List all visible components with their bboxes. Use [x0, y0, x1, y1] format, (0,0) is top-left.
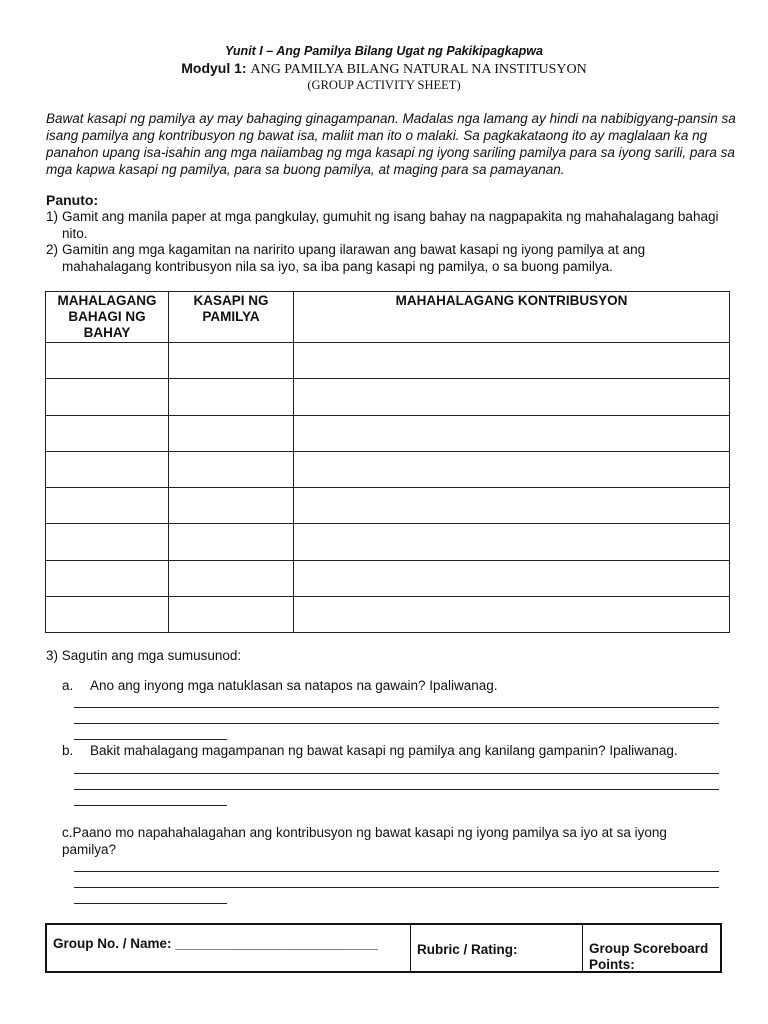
- group-name-field[interactable]: Group No. / Name: ___________________________: [47, 925, 411, 971]
- cell-contribution[interactable]: [294, 524, 730, 560]
- question-a: [62, 678, 722, 695]
- cell-house-part[interactable]: [46, 379, 169, 415]
- group-info-box: [45, 923, 722, 973]
- cell-contribution[interactable]: [294, 379, 730, 415]
- answer-line[interactable]: [74, 773, 719, 774]
- answer-line[interactable]: [74, 871, 719, 872]
- cell-family-member[interactable]: [169, 379, 294, 415]
- cell-family-member[interactable]: [169, 451, 294, 487]
- table-row: [46, 560, 730, 596]
- answer-line[interactable]: [74, 903, 227, 904]
- cell-house-part[interactable]: [46, 597, 169, 633]
- rubric-rating-field[interactable]: Rubric / Rating:: [411, 925, 583, 971]
- col-header-family-member: KASAPI NG PAMILYA: [169, 292, 294, 343]
- step-text: Gamitin ang mga kagamitan na naririto upang ilarawan ang bawat kasapi ng iyong pamilya at ang mahahalagang kontribusyon nila sa iyo, sa iba pang kasapi ng pamilya, o sa buong pamilya.: [62, 242, 646, 274]
- answer-line[interactable]: [74, 707, 719, 708]
- table-row: [46, 379, 730, 415]
- contribution-table: [45, 291, 730, 633]
- cell-house-part[interactable]: [46, 560, 169, 596]
- cell-contribution[interactable]: [294, 488, 730, 524]
- question-c: [62, 825, 722, 858]
- question-text: Paano mo napahahalagahan ang kontribusyon ng bawat kasapi ng iyong pamilya sa iyo at sa iyong pamilya?: [62, 825, 667, 857]
- instruction-step: [46, 209, 736, 242]
- cell-house-part[interactable]: [46, 524, 169, 560]
- question-label: a.: [62, 678, 74, 693]
- cell-family-member[interactable]: [169, 597, 294, 633]
- instruction-step: [46, 242, 736, 275]
- instructions-list: [46, 209, 736, 275]
- question-label: c.: [62, 825, 73, 840]
- intro-paragraph: Bawat kasapi ng pamilya ay may bahaging ginagampanan. Madalas nga lamang ay hindi na nabibigyang-pansin sa isang pamilya ang kontribusyon ng bawat isa, maliit man ito o malaki. Sa pagkakataong ito ay maglalaan ka ng panahon upang isa-isahin ang mga naiiambag ng mga kasapi ng iyong sariling pamilya para sa iyong sarili, para sa mga kapwa kasapi ng pamilya, para sa buong pamilya, at maging para sa pamayanan.: [46, 111, 736, 177]
- cell-family-member[interactable]: [169, 488, 294, 524]
- answer-line[interactable]: [74, 723, 719, 724]
- answer-line[interactable]: [74, 887, 719, 888]
- table-row: [46, 451, 730, 487]
- table-row: [46, 524, 730, 560]
- table-header-row: [46, 292, 730, 343]
- cell-contribution[interactable]: [294, 451, 730, 487]
- cell-family-member[interactable]: [169, 524, 294, 560]
- cell-house-part[interactable]: [46, 343, 169, 379]
- cell-family-member[interactable]: [169, 415, 294, 451]
- cell-house-part[interactable]: [46, 488, 169, 524]
- cell-house-part[interactable]: [46, 415, 169, 451]
- step-text: Gamit ang manila paper at mga pangkulay, gumuhit ng isang bahay na nagpapakita ng mahahalagang bahagi nito.: [62, 209, 719, 241]
- cell-contribution[interactable]: [294, 343, 730, 379]
- module-label: Modyul 1:: [181, 60, 247, 76]
- module-title: [0, 60, 768, 78]
- cell-contribution[interactable]: [294, 560, 730, 596]
- step-number: 1): [46, 209, 59, 224]
- col-header-contribution: MAHAHALAGANG KONTRIBUSYON: [294, 292, 730, 343]
- cell-contribution[interactable]: [294, 415, 730, 451]
- col-header-house-part: MAHALAGANG BAHAGI NG BAHAY: [46, 292, 169, 343]
- sheet-type: (GROUP ACTIVITY SHEET): [307, 78, 461, 92]
- cell-house-part[interactable]: [46, 451, 169, 487]
- scoreboard-points-field[interactable]: Group Scoreboard Points:: [589, 941, 709, 972]
- table-row: [46, 415, 730, 451]
- question-text: Bakit mahalagang magampanan ng bawat kasapi ng pamilya ang kanilang gampanin? Ipaliwanag.: [90, 743, 678, 758]
- questions-intro: 3) Sagutin ang mga sumusunod:: [46, 648, 242, 663]
- question-label: b.: [62, 743, 74, 758]
- instructions-title: Panuto:: [46, 192, 99, 208]
- cell-family-member[interactable]: [169, 560, 294, 596]
- answer-line[interactable]: [74, 739, 227, 740]
- table-row: [46, 597, 730, 633]
- answer-line[interactable]: [74, 789, 719, 790]
- question-text: Ano ang inyong mga natuklasan sa natapos na gawain? Ipaliwanag.: [90, 678, 498, 693]
- question-b: [62, 743, 722, 760]
- module-name: ANG PAMILYA BILANG NATURAL NA INSTITUSYON: [250, 62, 587, 77]
- table-row: [46, 343, 730, 379]
- step-number: 2): [46, 242, 59, 257]
- cell-family-member[interactable]: [169, 343, 294, 379]
- answer-line[interactable]: [74, 805, 227, 806]
- table-row: [46, 488, 730, 524]
- cell-contribution[interactable]: [294, 597, 730, 633]
- unit-title: Yunit I – Ang Pamilya Bilang Ugat ng Pakikipagkapwa: [225, 44, 543, 58]
